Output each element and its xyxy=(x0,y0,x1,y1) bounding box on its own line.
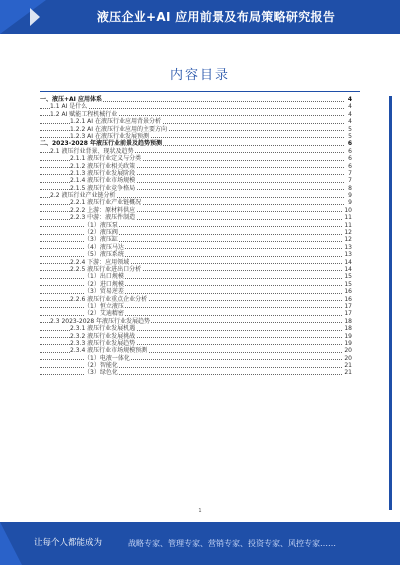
toc-entry-page: 14 xyxy=(344,265,352,273)
toc-entry-page: 4 xyxy=(348,103,352,111)
toc-entry[interactable] xyxy=(40,347,352,354)
toc-entry[interactable] xyxy=(40,333,352,340)
toc-entry-page: 17 xyxy=(344,302,352,310)
toc-entry-page: 19 xyxy=(344,339,352,347)
toc-entry-page: 20 xyxy=(344,347,352,355)
toc-entry-title: 一、液压+AI 应用体系 xyxy=(40,96,102,103)
toc-entry-title: （5）液压系统 xyxy=(84,251,124,259)
toc-entry-page: 6 xyxy=(348,147,352,155)
toc-entry[interactable] xyxy=(40,199,352,206)
toc-entry-title: 1.2 AI 赋能工程机械行业 xyxy=(50,110,118,118)
toc-entry-title: （1）恒立液压 xyxy=(84,302,124,310)
toc-entry-title: 2.2.5 液压行业进出口分析 xyxy=(70,265,142,273)
toc-entry-page: 19 xyxy=(344,332,352,340)
toc-entry-title: 1.2.2 AI 在液压行业应用的主要方向 xyxy=(70,125,167,133)
toc-entry-page: 20 xyxy=(344,354,352,362)
toc-entry-title: 1.1 AI 是什么 xyxy=(50,103,88,111)
toc-entry-title: 2.3.4 液压行业市场规模预测 xyxy=(70,347,148,355)
toc-entry-title: （1）出口规模 xyxy=(84,273,124,281)
toc-entry-title: （2）液压阀 xyxy=(84,229,118,237)
toc-entry-title: （2）艾迪精密 xyxy=(84,310,124,318)
chevron-right-icon xyxy=(30,8,40,26)
toc-entry-page: 7 xyxy=(348,169,352,177)
toc-entry-page: 16 xyxy=(344,295,352,303)
toc-entry-title: 2.1.4 液压行业市场规模 xyxy=(70,177,136,185)
footer-slogan: 让每个人都能成为 xyxy=(34,538,103,548)
toc-entry[interactable] xyxy=(40,155,352,162)
toc-entry[interactable] xyxy=(40,163,352,170)
toc-divider xyxy=(40,91,360,92)
toc-entry-page: 11 xyxy=(344,214,352,222)
toc-entry[interactable] xyxy=(40,177,352,184)
side-accent-strip xyxy=(389,96,392,510)
toc-entry[interactable] xyxy=(40,325,352,332)
toc-entry-page: 21 xyxy=(344,362,352,370)
toc-entry-title: （3）贸易逆差 xyxy=(84,288,124,296)
toc-entry[interactable] xyxy=(40,103,352,110)
toc-entry[interactable] xyxy=(40,273,352,280)
toc-entry-page: 5 xyxy=(348,125,352,133)
toc-entry-title: （2）进口规模 xyxy=(84,280,124,288)
toc-entry-page: 18 xyxy=(344,317,352,325)
toc-entry-page: 12 xyxy=(344,229,352,237)
toc-entry-page: 15 xyxy=(344,273,352,281)
toc-entry-title: 二、2023-2028 年液压行业前景及趋势预测 xyxy=(40,140,162,148)
toc-entry-page: 7 xyxy=(348,177,352,185)
toc-entry-page: 21 xyxy=(344,369,352,377)
toc-entry-title: （1）液压泵 xyxy=(84,221,118,229)
toc-entry-title: 2.1 液压行业背景、现状及趋势 xyxy=(50,147,134,155)
toc-entry-title: 2.1.1 液压行业定义与分类 xyxy=(70,155,142,163)
toc-entry-page: 13 xyxy=(344,243,352,251)
toc-entry[interactable] xyxy=(40,318,352,325)
toc-entry-page: 11 xyxy=(344,221,352,229)
toc-entry-title: 2.2 液压行业产业链分析 xyxy=(50,192,116,200)
toc-entry-title: 2.1.3 液压行业发展阶段 xyxy=(70,169,136,177)
toc-entry-title: 2.3.2 液压行业发展挑战 xyxy=(70,332,136,340)
toc-entry[interactable] xyxy=(40,118,352,125)
toc-entry-page: 17 xyxy=(344,310,352,318)
toc-entry-page: 14 xyxy=(344,258,352,266)
toc-entry-page: 13 xyxy=(344,251,352,259)
report-title: 液压企业+AI 应用前景及布局策略研究报告 xyxy=(96,10,336,24)
toc-entry-page: 18 xyxy=(344,325,352,333)
toc-entry-page: 15 xyxy=(344,280,352,288)
page-number: 1 xyxy=(198,508,202,514)
toc-entry-page: 6 xyxy=(347,140,352,148)
toc-entry-page: 12 xyxy=(344,236,352,244)
toc-entry-page: 5 xyxy=(348,132,352,140)
toc-entry-title: 2.2.2 上游：原材料供应 xyxy=(70,206,136,214)
toc-entry[interactable] xyxy=(40,214,352,221)
toc-entry-title: 2.2.1 液压行业产业链概况 xyxy=(70,199,142,207)
footer-roles: 战略专家、管理专家、营销专家、投资专家、风控专家…… xyxy=(128,539,336,548)
toc-entry-title: （2）智能化 xyxy=(84,362,118,370)
toc-entry-title: （3）液压缸 xyxy=(84,236,118,244)
toc-entry-title: （4）液压马达 xyxy=(84,243,124,251)
toc-entry[interactable] xyxy=(40,369,352,376)
toc-entry-page: 8 xyxy=(348,184,352,192)
toc-entry-title: 1.2.3 AI 在液压行业发展预测 xyxy=(70,132,149,140)
table-of-contents xyxy=(40,96,352,377)
toc-entry-page: 6 xyxy=(348,155,352,163)
toc-entry[interactable] xyxy=(40,251,352,258)
toc-entry-title: 2.3.1 液压行业发展机遇 xyxy=(70,325,136,333)
toc-entry-page: 10 xyxy=(344,206,352,214)
toc-entry-title: 2.3.3 液压行业发展趋势 xyxy=(70,339,136,347)
toc-entry-page: 4 xyxy=(348,110,352,118)
toc-entry[interactable] xyxy=(40,296,352,303)
toc-entry-page: 9 xyxy=(348,199,352,207)
toc-entry-title: 2.2.6 液压行业重点企业分析 xyxy=(70,295,148,303)
toc-entry-title: 2.2.4 下游：应用领域 xyxy=(70,258,130,266)
toc-entry-title: 2.1.5 液压行业竞争格局 xyxy=(70,184,136,192)
toc-entry[interactable] xyxy=(40,288,352,295)
toc-entry[interactable] xyxy=(40,259,352,266)
toc-entry-title: 1.2.1 AI 在液压行业应用背景分析 xyxy=(70,118,161,126)
toc-entry[interactable] xyxy=(40,355,352,362)
toc-entry-title: 2.1.2 液压行业相关政策 xyxy=(70,162,136,170)
toc-entry-title: （3）绿色化 xyxy=(84,369,118,377)
toc-entry[interactable] xyxy=(40,236,352,243)
toc-entry[interactable] xyxy=(40,310,352,317)
toc-entry[interactable] xyxy=(40,140,352,147)
toc-entry-page: 4 xyxy=(347,96,352,103)
toc-entry-title: 2.3 2023-2028 年液压行业发展趋势 xyxy=(50,317,151,325)
toc-entry[interactable] xyxy=(40,222,352,229)
toc-entry-title: （1）电液一体化 xyxy=(84,354,130,362)
toc-entry-page: 6 xyxy=(348,162,352,170)
toc-entry-title: 2.2.3 中游：液压件制造 xyxy=(70,214,136,222)
toc-entry-page: 4 xyxy=(348,118,352,126)
toc-heading: 内容目录 xyxy=(169,68,230,83)
footer-accent xyxy=(0,522,22,565)
toc-entry-page: 16 xyxy=(344,288,352,296)
toc-entry[interactable] xyxy=(40,126,352,133)
toc-entry-page: 9 xyxy=(348,192,352,200)
toc-entry[interactable] xyxy=(40,185,352,192)
